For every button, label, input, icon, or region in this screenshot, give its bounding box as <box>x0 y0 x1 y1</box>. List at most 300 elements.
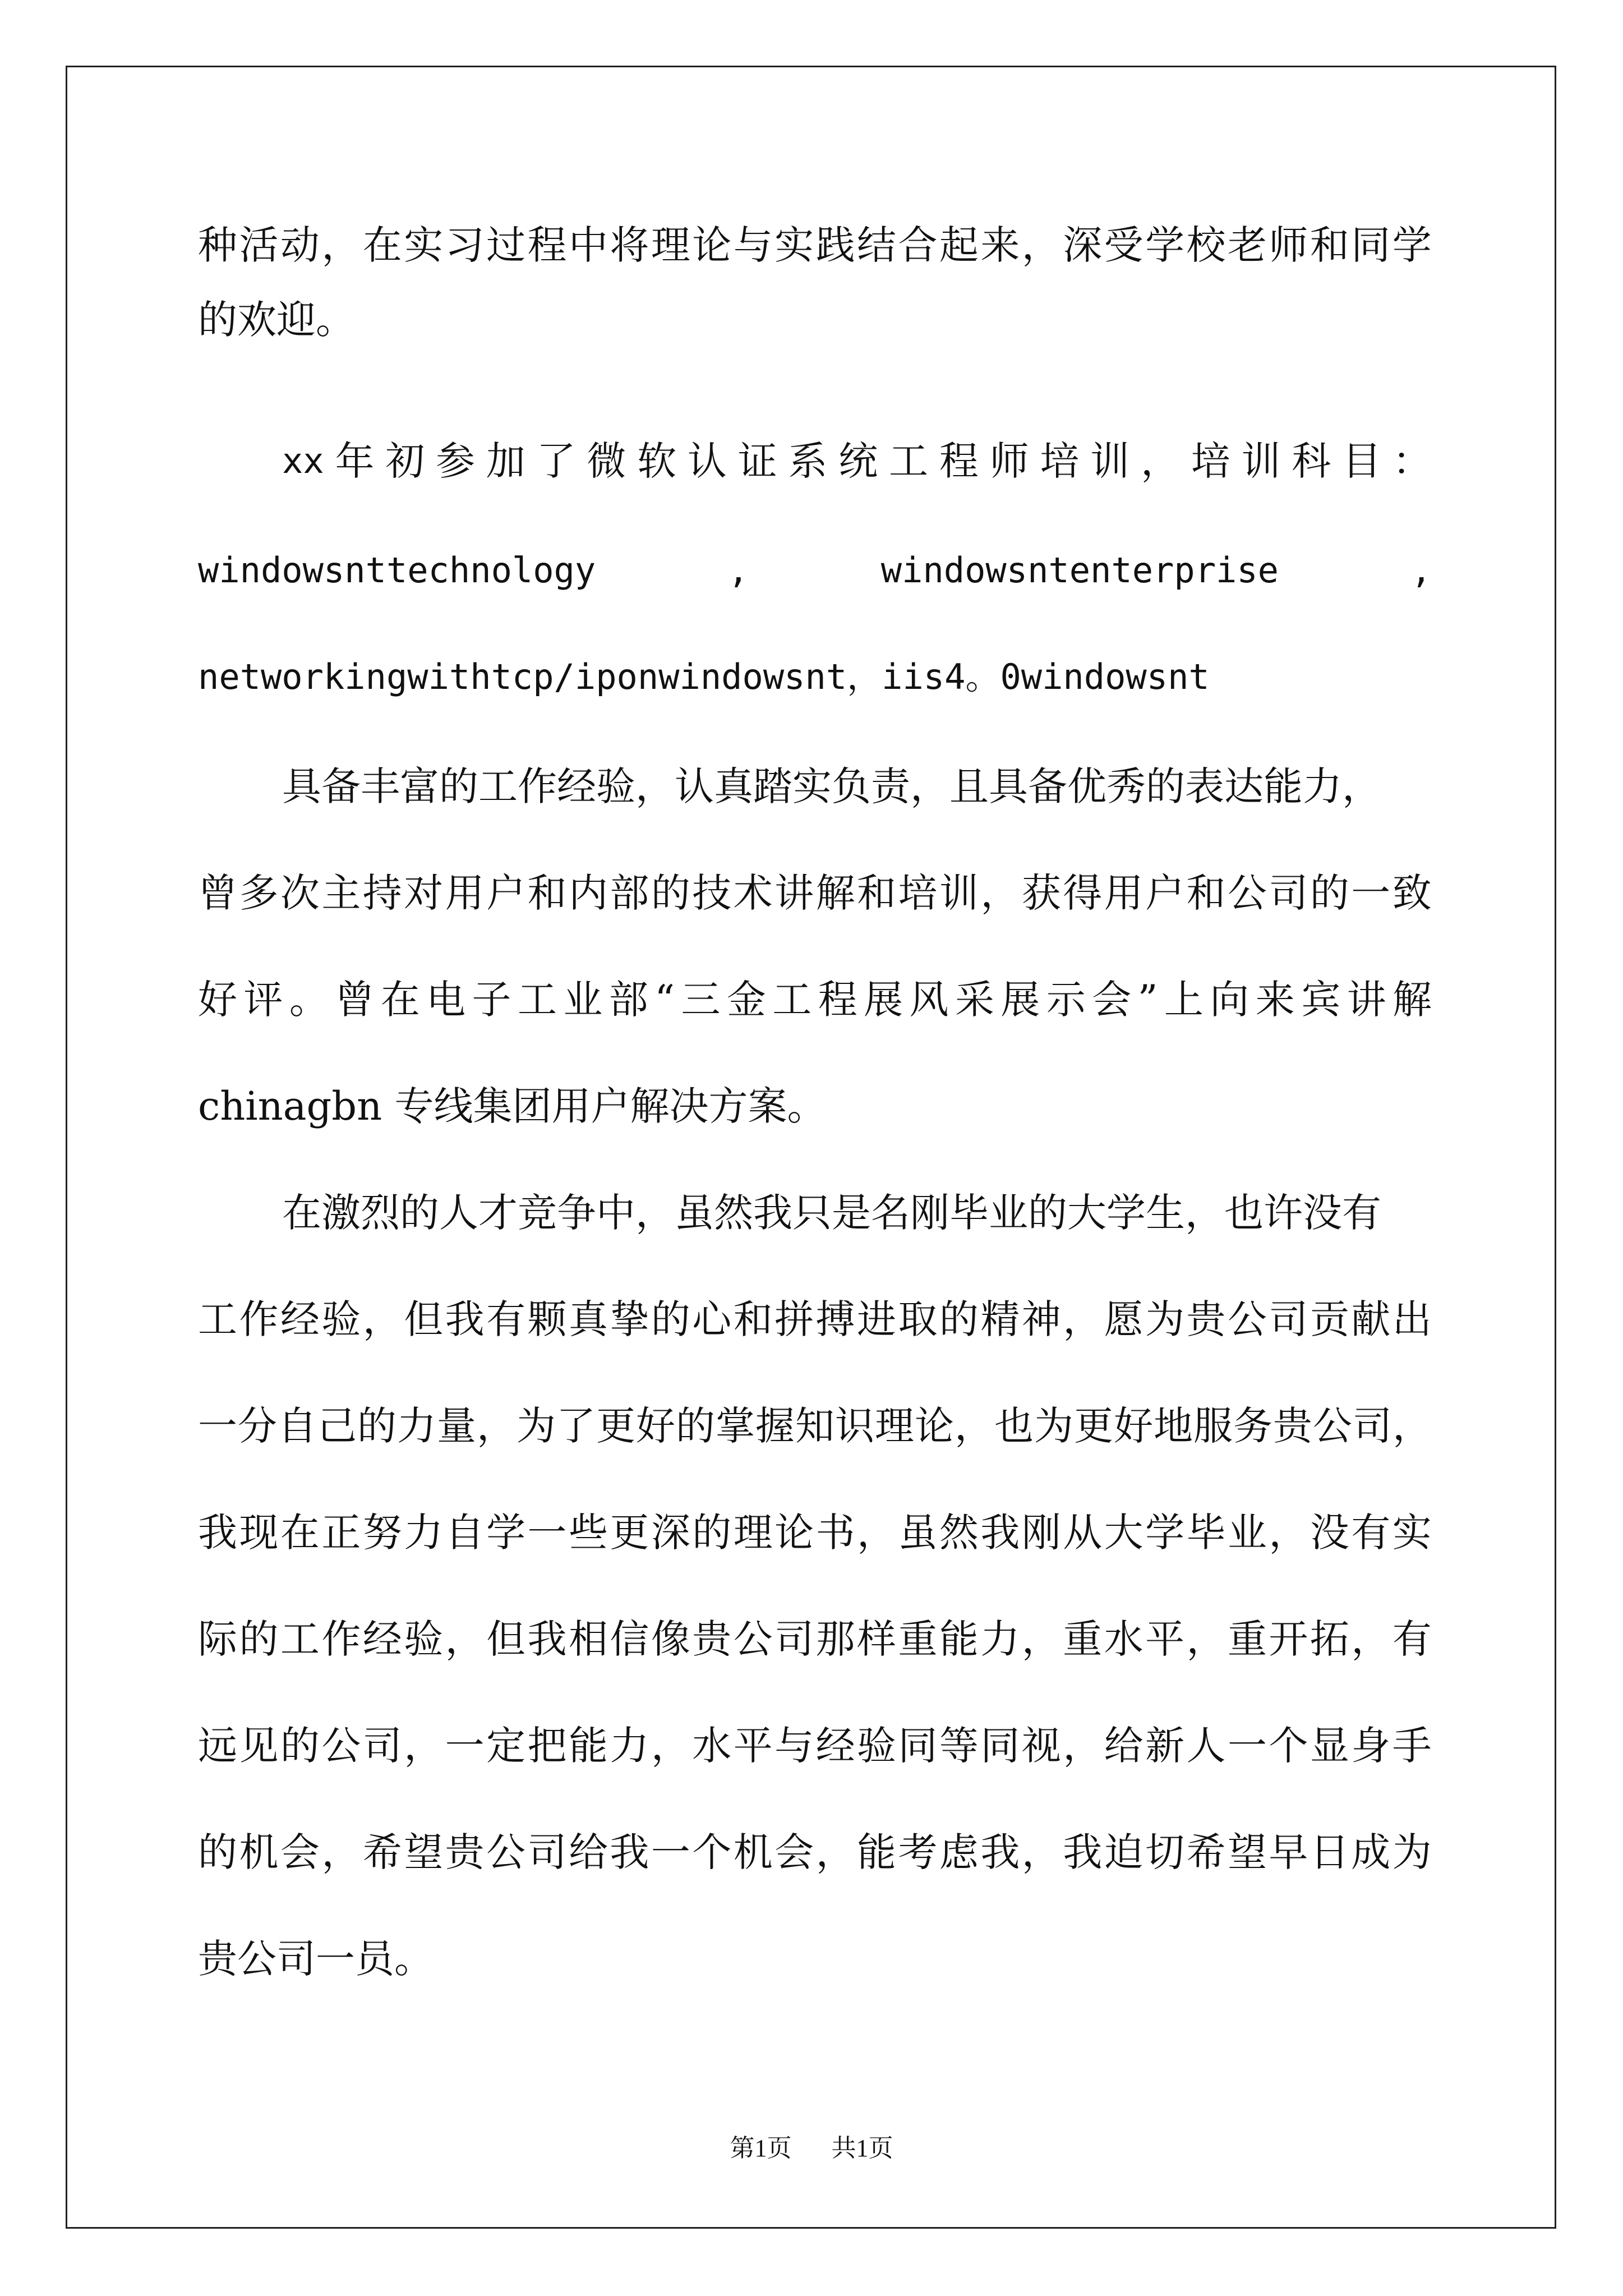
char: ， <box>362 1296 402 1342</box>
char: 培 <box>1040 438 1080 484</box>
char: 同 <box>980 1723 1020 1769</box>
char: 主 <box>321 870 361 916</box>
char: 科 <box>1292 438 1331 484</box>
char: 校 <box>1186 222 1226 268</box>
char: 业 <box>563 977 603 1023</box>
paragraph-4-line-1: 在激烈的人才竞争中，虽然我只是名刚毕业的大学生，也许没有 <box>282 1190 1381 1236</box>
char: 更 <box>1074 1403 1113 1449</box>
char: 公 <box>486 1829 526 1875</box>
char: 希 <box>362 1829 402 1875</box>
char: 公 <box>1227 1296 1267 1342</box>
char: 为 <box>1392 1829 1432 1875</box>
paragraph-3-line-1: 具备丰富的工作经验，认真踏实负责，且具备优秀的表达能力， <box>282 763 1381 809</box>
char: 大 <box>1104 1510 1144 1556</box>
char: 会 <box>774 1829 814 1875</box>
char: 的 <box>357 1403 396 1449</box>
char: 相 <box>568 1616 608 1662</box>
char: ， <box>1063 1723 1103 1769</box>
char: 展 <box>864 977 903 1023</box>
char: 望 <box>1227 1829 1267 1875</box>
paragraph-4-line-6 <box>198 1720 1432 1771</box>
char: 真 <box>568 1296 608 1342</box>
char: 搏 <box>815 1296 855 1342</box>
char: 取 <box>898 1296 938 1342</box>
char: 有 <box>1351 1510 1391 1556</box>
char: 切 <box>1145 1829 1185 1875</box>
char: 程 <box>939 438 979 484</box>
char: 日 <box>1310 1829 1349 1875</box>
char: 司 <box>1353 1403 1392 1449</box>
char: 然 <box>939 1510 979 1556</box>
char: 工 <box>772 977 812 1023</box>
char: 的 <box>280 1723 320 1769</box>
char: 现 <box>239 1510 279 1556</box>
char: 更 <box>610 1510 649 1556</box>
char: 培 <box>898 870 938 916</box>
char: 希 <box>1186 1829 1226 1875</box>
char: 获 <box>1021 870 1061 916</box>
char: 与 <box>774 1723 814 1769</box>
char: 师 <box>989 438 1029 484</box>
char: 统 <box>838 438 878 484</box>
char: ， <box>857 1510 896 1556</box>
char: 老 <box>1227 222 1267 268</box>
char: 的 <box>239 1616 279 1662</box>
char: ， <box>477 1403 516 1449</box>
char: 神 <box>1021 1296 1061 1342</box>
char: ， <box>1021 222 1061 268</box>
char: 我 <box>527 1616 567 1662</box>
char: 我 <box>980 1829 1020 1875</box>
char: 用 <box>1104 870 1144 916</box>
char: ， <box>1269 1510 1308 1556</box>
paragraph-1-line-1 <box>198 220 1432 270</box>
char: 好 <box>198 977 237 1023</box>
char: 机 <box>239 1829 279 1875</box>
char: 活 <box>239 222 279 268</box>
char: 参 <box>436 438 475 484</box>
char: 自 <box>278 1403 317 1449</box>
char: 中 <box>568 222 608 268</box>
char: 贵 <box>692 1616 732 1662</box>
char: 早 <box>1269 1829 1308 1875</box>
char: 会 <box>280 1829 320 1875</box>
char: 重 <box>898 1616 938 1662</box>
char: 作 <box>321 1616 361 1662</box>
char: 掌 <box>716 1403 755 1449</box>
char: 习 <box>445 222 485 268</box>
paragraph-1-line-2: 的欢迎。 <box>198 297 355 343</box>
char: 也 <box>994 1403 1034 1449</box>
char: 学 <box>1145 222 1185 268</box>
char: 力 <box>397 1403 436 1449</box>
char: 认 <box>687 438 727 484</box>
char: 同 <box>898 1723 938 1769</box>
char: ， <box>815 1829 855 1875</box>
char: 程 <box>818 977 857 1023</box>
char: 致 <box>1392 870 1432 916</box>
char: 讲 <box>774 870 814 916</box>
char: 考 <box>898 1829 938 1875</box>
char: 持 <box>362 870 402 916</box>
char: 开 <box>1269 1616 1308 1662</box>
char: 力 <box>610 1723 649 1769</box>
char: 些 <box>568 1510 608 1556</box>
char: 会 <box>1092 977 1132 1023</box>
char: 分 <box>238 1403 277 1449</box>
char: 司 <box>774 1616 814 1662</box>
char: “ <box>654 977 675 1023</box>
paragraph-4-line-8: 贵公司一员。 <box>198 1936 434 1982</box>
paragraph-3-line-4: chinagbn 专线集团用户解决方案。 <box>198 1083 827 1129</box>
char: 目 <box>1342 438 1382 484</box>
char: 毕 <box>1186 1510 1226 1556</box>
char: ， <box>955 1403 994 1449</box>
char: 实 <box>774 222 814 268</box>
char: 望 <box>404 1829 444 1875</box>
char: 金 <box>726 977 766 1023</box>
char: 种 <box>198 222 237 268</box>
char: ， <box>1186 1616 1226 1662</box>
char: ， <box>404 1723 444 1769</box>
char: 上 <box>1164 977 1204 1023</box>
char: 的 <box>939 1296 979 1342</box>
paragraph-4-line-2 <box>198 1294 1432 1345</box>
char: 解 <box>1392 977 1432 1023</box>
char: 刚 <box>1021 1510 1061 1556</box>
word: , <box>1410 550 1432 591</box>
char: 户 <box>486 870 526 916</box>
char: 公 <box>1313 1403 1352 1449</box>
char: 贵 <box>445 1829 485 1875</box>
char: ， <box>321 222 361 268</box>
char: 实 <box>1392 1510 1432 1556</box>
char: 一 <box>1227 1723 1267 1769</box>
char: 一 <box>198 1403 237 1449</box>
char: 显 <box>1310 1723 1349 1769</box>
char: 拼 <box>774 1296 814 1342</box>
char: 系 <box>788 438 828 484</box>
char: 户 <box>1145 870 1185 916</box>
char: 平 <box>1145 1616 1185 1662</box>
char: 学 <box>486 1510 526 1556</box>
char: 示 <box>1046 977 1086 1023</box>
char: 给 <box>568 1829 608 1875</box>
char: 为 <box>1034 1403 1073 1449</box>
char: 水 <box>692 1723 732 1769</box>
char: 自 <box>445 1510 485 1556</box>
char: 新 <box>1145 1723 1185 1769</box>
char: 我 <box>198 1510 237 1556</box>
char: 子 <box>472 977 511 1023</box>
char: 平 <box>733 1723 773 1769</box>
char: 我 <box>610 1829 649 1875</box>
char: ： <box>1392 438 1432 484</box>
char: 技 <box>692 870 732 916</box>
char: 起 <box>939 222 979 268</box>
paragraph-4-line-4 <box>198 1507 1432 1558</box>
char: 献 <box>1351 1296 1391 1342</box>
char: 和 <box>857 870 896 916</box>
char: ， <box>1351 1616 1391 1662</box>
char: 身 <box>1351 1723 1391 1769</box>
char: 多 <box>239 870 279 916</box>
char: 务 <box>1233 1403 1272 1449</box>
char: 虽 <box>898 1510 938 1556</box>
char: 训 <box>1090 438 1130 484</box>
char: 师 <box>1269 222 1308 268</box>
page-footer <box>0 2132 1623 2165</box>
char: 等 <box>939 1723 979 1769</box>
char: 贵 <box>1186 1296 1226 1342</box>
char: 程 <box>527 222 567 268</box>
char: 能 <box>568 1723 608 1769</box>
char: 电 <box>426 977 466 1023</box>
char: 。 <box>289 977 329 1023</box>
char: ， <box>1021 1616 1061 1662</box>
char: 公 <box>1227 870 1267 916</box>
char: 工 <box>280 1616 320 1662</box>
char: 拓 <box>1310 1616 1349 1662</box>
char: 向 <box>1210 977 1249 1023</box>
char: 际 <box>198 1616 237 1662</box>
char: 成 <box>1351 1829 1391 1875</box>
char: 的 <box>676 1403 715 1449</box>
char: 次 <box>280 870 320 916</box>
char: 部 <box>608 977 648 1023</box>
char: 没 <box>1310 1510 1349 1556</box>
char: 我 <box>445 1296 485 1342</box>
char: 手 <box>1392 1723 1432 1769</box>
char: 三 <box>681 977 721 1023</box>
char: 我 <box>980 1510 1020 1556</box>
char: 微 <box>587 438 626 484</box>
char: 验 <box>404 1616 444 1662</box>
paragraph-4-line-3 <box>198 1401 1432 1451</box>
char: 书 <box>815 1510 855 1556</box>
char: 证 <box>737 438 777 484</box>
char: 把 <box>527 1723 567 1769</box>
char: ， <box>651 1723 690 1769</box>
char: 学 <box>1145 1510 1185 1556</box>
char: 经 <box>280 1296 320 1342</box>
char: 但 <box>486 1616 526 1662</box>
char: 展 <box>1000 977 1040 1023</box>
char: 工 <box>517 977 557 1023</box>
paragraph-4-line-7 <box>198 1827 1432 1878</box>
char: 理 <box>733 1510 773 1556</box>
char: 验 <box>321 1296 361 1342</box>
char: 更 <box>596 1403 635 1449</box>
char: 为 <box>1145 1296 1185 1342</box>
char: 和 <box>527 870 567 916</box>
char: 司 <box>362 1723 402 1769</box>
char: 的 <box>651 870 690 916</box>
char: 加 <box>486 438 525 484</box>
char: 受 <box>1104 222 1144 268</box>
char: 工 <box>889 438 929 484</box>
char: 工 <box>198 1296 237 1342</box>
char: 训 <box>1241 438 1281 484</box>
char: 有 <box>486 1296 526 1342</box>
char: 验 <box>857 1723 896 1769</box>
char: 将 <box>610 222 649 268</box>
char: 深 <box>1063 222 1103 268</box>
char: 能 <box>939 1616 979 1662</box>
char: 经 <box>362 1616 402 1662</box>
char: 论 <box>692 222 732 268</box>
char: 的 <box>692 1510 732 1556</box>
char: 业 <box>1227 1510 1267 1556</box>
char: 一 <box>651 1829 690 1875</box>
char: 司 <box>1269 1296 1308 1342</box>
char: 司 <box>1269 870 1308 916</box>
char: 一 <box>445 1723 485 1769</box>
word: , <box>727 550 749 591</box>
page-total: 共1页 <box>831 2134 893 2162</box>
char: 的 <box>198 1829 237 1875</box>
char: ， <box>980 870 1020 916</box>
char: 来 <box>1255 977 1295 1023</box>
paragraph-2-line-2 <box>198 545 1432 596</box>
char: 曾 <box>198 870 237 916</box>
char: 了 <box>556 1403 596 1449</box>
char: 识 <box>835 1403 874 1449</box>
char: 在 <box>280 1510 320 1556</box>
char: 心 <box>692 1296 732 1342</box>
paragraph-4-line-5 <box>198 1614 1432 1664</box>
char: 服 <box>1193 1403 1233 1449</box>
char: 定 <box>486 1723 526 1769</box>
paragraph-2-line-1 <box>198 436 1432 486</box>
char: 解 <box>815 870 855 916</box>
char: 和 <box>733 1296 773 1342</box>
char: 个 <box>692 1829 732 1875</box>
char: 理 <box>875 1403 914 1449</box>
char: 经 <box>815 1723 855 1769</box>
char: 得 <box>1063 870 1103 916</box>
char: 水 <box>1104 1616 1144 1662</box>
char: 有 <box>1392 1616 1432 1662</box>
char: 我 <box>1063 1829 1103 1875</box>
char: 贵 <box>1273 1403 1312 1449</box>
char: 的 <box>651 1296 690 1342</box>
paragraph-3-line-3 <box>198 974 1432 1025</box>
char: 在 <box>362 222 402 268</box>
char: 好 <box>636 1403 675 1449</box>
char: 挚 <box>610 1296 649 1342</box>
char: ， <box>1140 438 1180 484</box>
char: ， <box>1021 1829 1061 1875</box>
char: 部 <box>610 870 649 916</box>
char: 一 <box>527 1510 567 1556</box>
char: 内 <box>568 870 608 916</box>
char: 对 <box>404 870 444 916</box>
word: xx <box>282 440 324 481</box>
word: windowsnttechnology <box>198 550 596 591</box>
char: 实 <box>404 222 444 268</box>
char: 愿 <box>1104 1296 1144 1342</box>
char: 力 <box>404 1510 444 1556</box>
char: 公 <box>733 1616 773 1662</box>
char: ， <box>1393 1403 1432 1449</box>
char: 过 <box>486 222 526 268</box>
char: 学 <box>1392 222 1432 268</box>
char: 术 <box>733 870 773 916</box>
char: 理 <box>651 222 690 268</box>
char: 与 <box>733 222 773 268</box>
char: 迫 <box>1104 1829 1144 1875</box>
char: 力 <box>980 1616 1020 1662</box>
char: 出 <box>1392 1296 1432 1342</box>
char: 的 <box>1310 870 1349 916</box>
char: 地 <box>1154 1403 1193 1449</box>
char: 机 <box>733 1829 773 1875</box>
char: ， <box>1063 1296 1103 1342</box>
char: 司 <box>527 1829 567 1875</box>
char: 努 <box>362 1510 402 1556</box>
char: 风 <box>909 977 949 1023</box>
char: 从 <box>1063 1510 1103 1556</box>
char: 在 <box>380 977 420 1023</box>
char: 好 <box>1114 1403 1153 1449</box>
char: 重 <box>1063 1616 1103 1662</box>
char: 个 <box>1269 1723 1308 1769</box>
char: 握 <box>755 1403 795 1449</box>
char: 论 <box>774 1510 814 1556</box>
char: 用 <box>445 870 485 916</box>
char: 践 <box>815 222 855 268</box>
char: 年 <box>335 438 375 484</box>
char: 作 <box>239 1296 279 1342</box>
char: 像 <box>651 1616 690 1662</box>
char: 但 <box>404 1296 444 1342</box>
char: 能 <box>857 1829 896 1875</box>
char: 贡 <box>1310 1296 1349 1342</box>
char: 曾 <box>335 977 375 1023</box>
char: 视 <box>1021 1723 1061 1769</box>
page-number: 第1页 <box>730 2134 792 2162</box>
char: 虑 <box>939 1829 979 1875</box>
char: 公 <box>321 1723 361 1769</box>
char: 采 <box>955 977 994 1023</box>
word: windowsntenterprise <box>880 550 1279 591</box>
char: 信 <box>610 1616 649 1662</box>
char: 样 <box>857 1616 896 1662</box>
char: 见 <box>239 1723 279 1769</box>
char: 知 <box>795 1403 834 1449</box>
char: 动 <box>280 222 320 268</box>
char: 正 <box>321 1510 361 1556</box>
char: 为 <box>517 1403 556 1449</box>
page-border <box>66 66 1556 2229</box>
paragraph-3-line-2 <box>198 868 1432 918</box>
char: 宾 <box>1301 977 1341 1023</box>
char: ， <box>321 1829 361 1875</box>
char: 重 <box>1227 1616 1267 1662</box>
char: 结 <box>857 222 896 268</box>
char: 讲 <box>1347 977 1386 1023</box>
char: 和 <box>1186 870 1226 916</box>
char: 人 <box>1186 1723 1226 1769</box>
char: 远 <box>198 1723 237 1769</box>
char: 了 <box>536 438 576 484</box>
char: 初 <box>385 438 425 484</box>
char: 给 <box>1104 1723 1144 1769</box>
char: 颗 <box>527 1296 567 1342</box>
char: ， <box>445 1616 485 1662</box>
char: 软 <box>637 438 677 484</box>
